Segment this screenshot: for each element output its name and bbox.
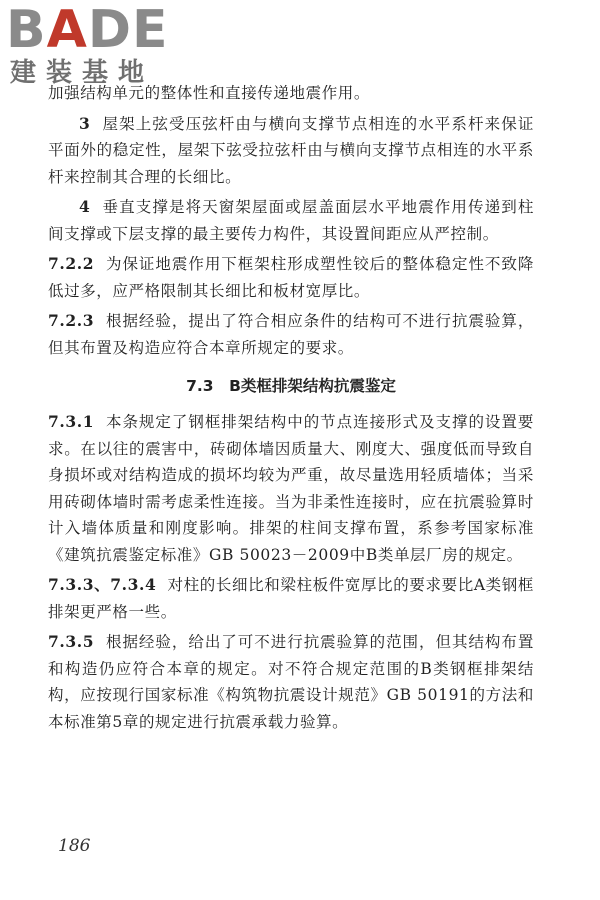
page-number: 186 bbox=[58, 836, 91, 856]
paragraph-item-3: 3 屋架上弦受压弦杆由与横向支撑节点相连的水平系杆来保证平面外的稳定性，屋架下弦受拉弦杆由与横向支撑节点相连的水平系杆来控制其合理的长细比。 bbox=[48, 113, 534, 186]
logo-subtitle: 建装基地 bbox=[10, 58, 155, 88]
paragraph-7-2-3: 7.2.3 根据经验，提出了符合相应条件的结构可不进行抗震验算，但其布置及构造应符合本章所规定的要求。 bbox=[48, 311, 534, 357]
paragraph-7-3-5: 7.3.5 根据经验，给出了可不进行抗震验算的范围，但其结构布置和构造仍应符合本章的规定。对不符合规定范围的B类钢框排架结构，应按现行国家标准《构筑物抗震设计规范》GB 50191的方法和本标准第5章的规定进行抗震承载力验算。 bbox=[48, 632, 534, 731]
paragraph-7-3-1: 7.3.1 本条规定了钢框排架结构中的节点连接形式及支撑的设置要求。在以往的震害中，砖砌体墙因质量大、刚度大、强度低而导致自身损坏或对结构造成的损坏均较为严重，故尽量选用轻质墙体；当采用砖砌体墙时需考虑柔性连接。当为非柔性连接时，应在抗震验算时计入墙体质量和刚度影响。排架的柱间支撑布置，系参考国家标准《建筑抗震鉴定标准》GB 50023－2009中B类单层厂房的规定。 bbox=[48, 412, 534, 564]
page-content bbox=[48, 80, 534, 739]
section-title-7-3: 7.3 B类框排架结构抗震鉴定 bbox=[186, 377, 396, 395]
paragraph-item-4: 4 垂直支撑是将天窗架屋面或屋盖面层水平地震作用传递到柱间支撑或下层支撑的最主要传力构件，其设置间距应从严控制。 bbox=[48, 197, 534, 243]
logo-wordmark: BADE bbox=[6, 0, 169, 60]
paragraph-7-2-2: 7.2.2 为保证地震作用下框架柱形成塑性铰后的整体稳定性不致降低过多，应严格限制其长细比和板材宽厚比。 bbox=[48, 254, 534, 300]
paragraph-continuation: 加强结构单元的整体性和直接传递地震作用。 bbox=[48, 84, 371, 102]
paragraph-7-3-3-4: 7.3.3、7.3.4 对柱的长细比和梁柱板件宽厚比的要求要比A类钢框排架更严格一些。 bbox=[48, 575, 534, 621]
